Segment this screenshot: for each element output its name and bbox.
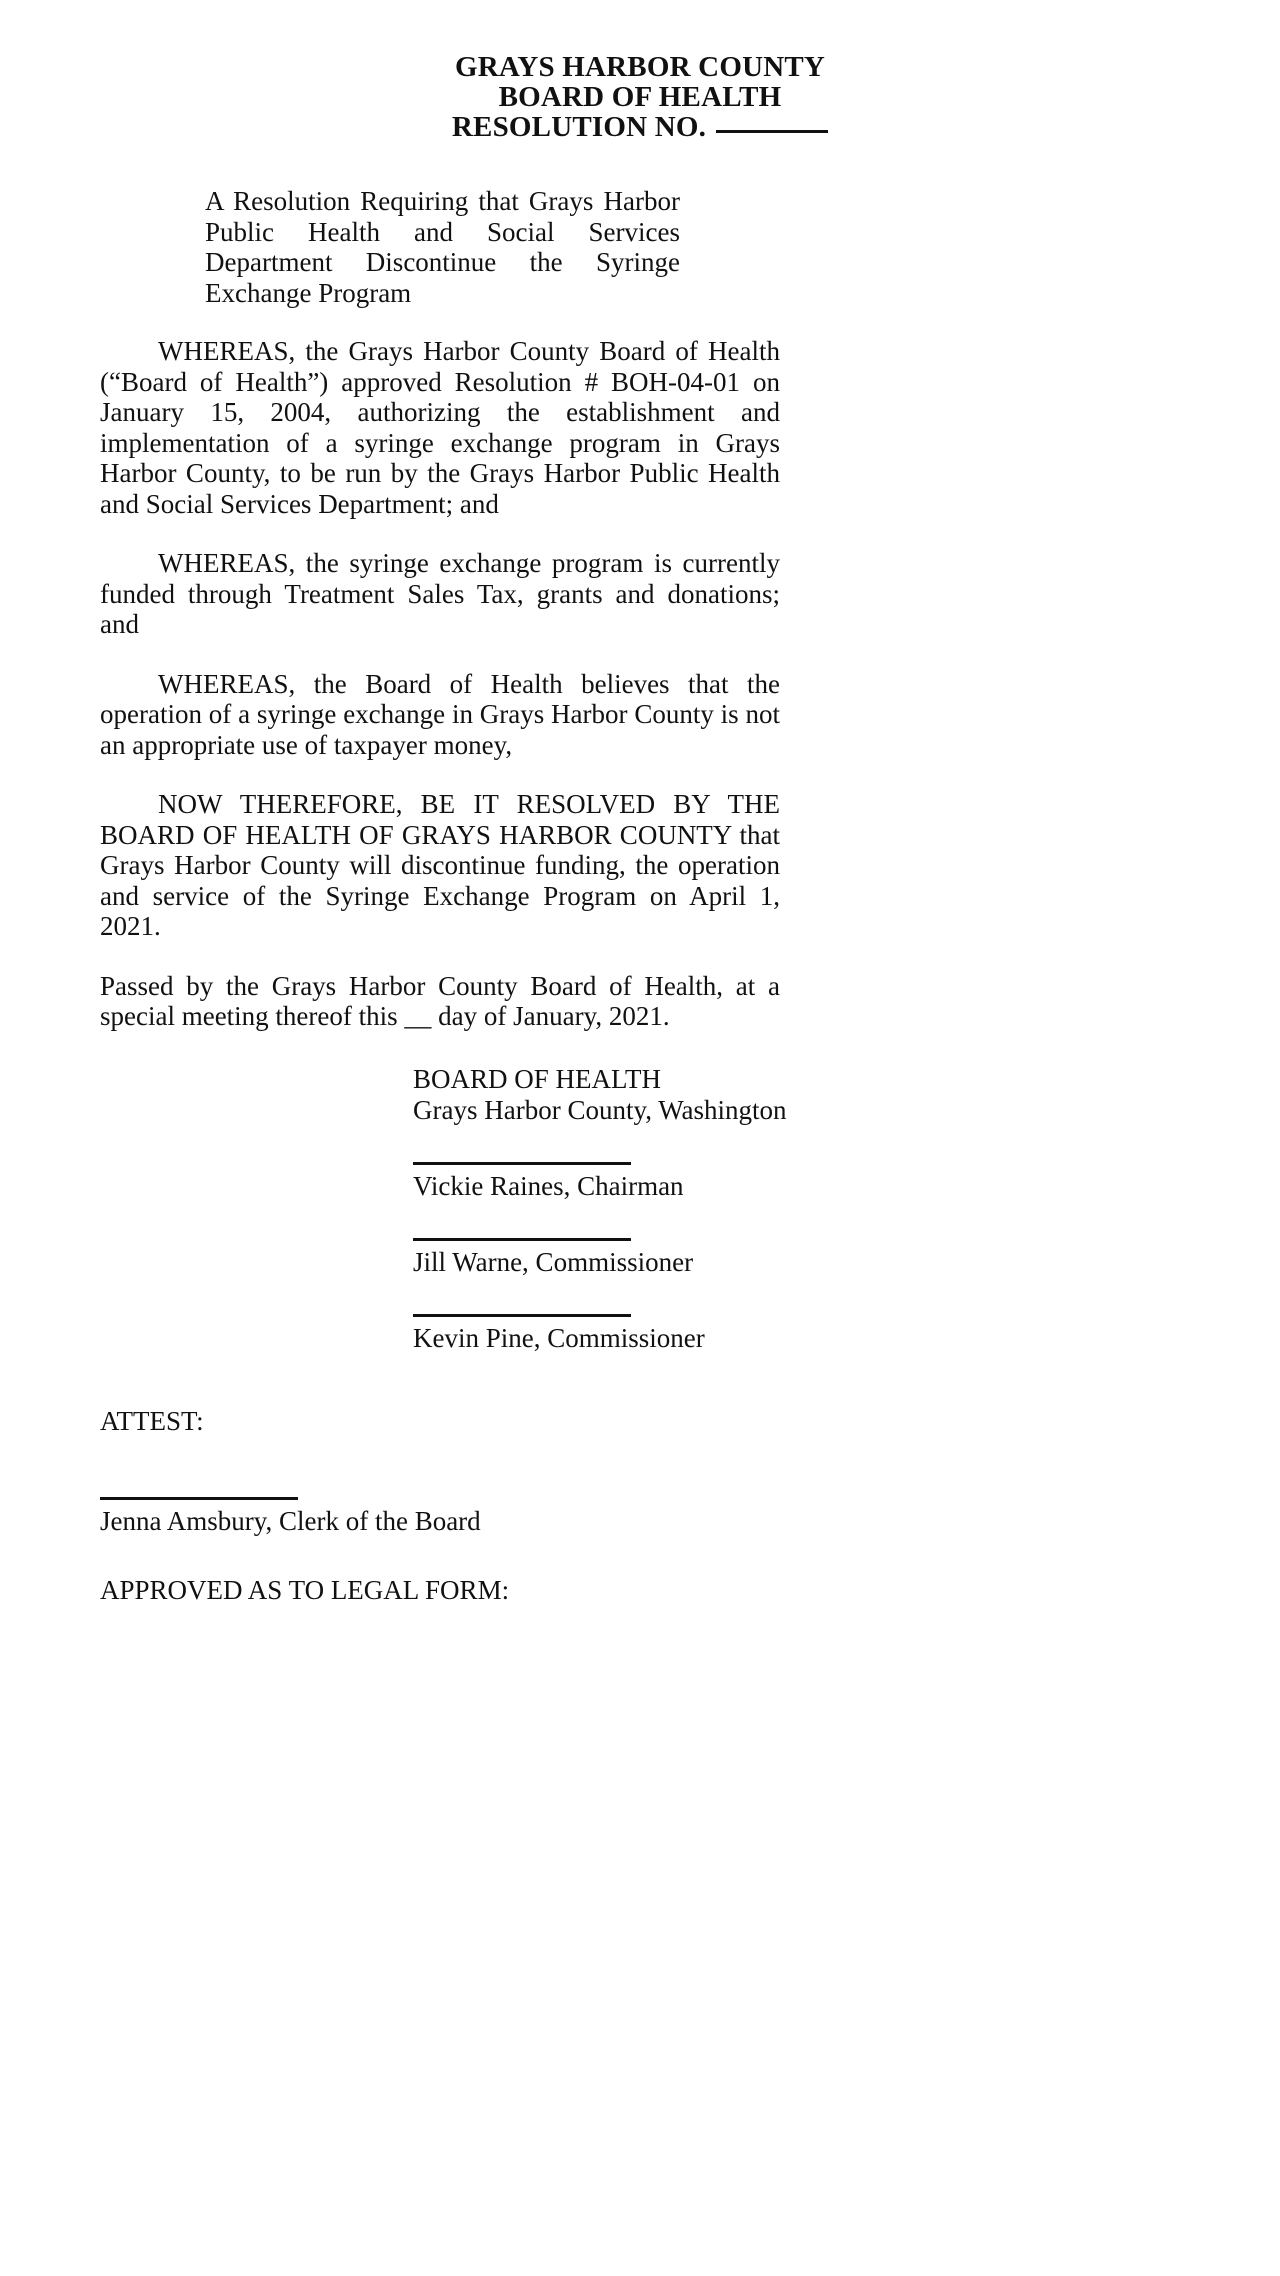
- signature-entry-commissioner-1: [413, 1238, 1280, 1278]
- signature-line-commissioner-1[interactable]: [413, 1238, 631, 1241]
- title-line-county: GRAYS HARBOR COUNTY: [454, 51, 826, 83]
- attest-label: ATTEST:: [100, 1405, 204, 1436]
- signature-heading-board: BOARD OF HEALTH: [413, 1063, 662, 1094]
- signature-heading-county: Grays Harbor County, Washington: [413, 1094, 787, 1125]
- resolution-body: [0, 336, 1280, 1032]
- signatory-name-commissioner-1: Jill Warne, Commissioner: [413, 1246, 694, 1277]
- document-title-block: [0, 0, 1280, 142]
- resolution-no-label: RESOLUTION NO.: [451, 111, 707, 143]
- signatory-name-chairman: Vickie Raines, Chairman: [413, 1170, 684, 1201]
- whereas-paragraph-3: WHEREAS, the Board of Health believes that the operation of a syringe exchange in Grays Harbor County is not an appropriate use of taxpayer money,: [100, 668, 780, 760]
- signature-line-clerk[interactable]: [100, 1497, 298, 1500]
- whereas-paragraph-2: WHEREAS, the syringe exchange program is currently funded through Treatment Sales Tax, grants and donations; and: [100, 548, 780, 639]
- signature-entry-commissioner-2: [413, 1314, 1280, 1354]
- signatory-name-clerk: Jenna Amsbury, Clerk of the Board: [100, 1505, 481, 1536]
- signature-line-chairman[interactable]: [413, 1162, 631, 1165]
- now-therefore-paragraph: NOW THEREFORE, BE IT RESOLVED BY THE BOARD OF HEALTH OF GRAYS HARBOR COUNTY that Grays Harbor County will discontinue funding, the operation and service of the Syringe Exchange Program on April 1, 2021.: [100, 789, 780, 941]
- signature-entry-chairman: [413, 1162, 1280, 1202]
- signature-line-commissioner-2[interactable]: [413, 1314, 631, 1317]
- resolution-description-text: A Resolution Requiring that Grays Harbor Public Health and Social Services Department Discontinue the Syringe Exchange Program: [205, 186, 680, 308]
- attest-block: [0, 1406, 1280, 1606]
- resolution-number-blank[interactable]: [716, 130, 828, 133]
- title-line-resolution-number: [0, 112, 1280, 142]
- whereas-paragraph-1: WHEREAS, the Grays Harbor County Board of Health (“Board of Health”) approved Resolution # BOH-04-01 on January 15, 2004, authorizing the establishment and implementation of a syringe exchange program in Grays Harbor County, to be run by the Grays Harbor Public Health and Social Services Department; and: [100, 336, 780, 519]
- title-line-board: BOARD OF HEALTH: [498, 81, 782, 113]
- signature-block: [0, 1064, 1280, 1354]
- approved-as-to-legal-form-label: APPROVED AS TO LEGAL FORM:: [100, 1574, 510, 1605]
- passed-clause-paragraph: Passed by the Grays Harbor County Board of Health, at a special meeting thereof this __ day of January, 2021.: [100, 970, 780, 1031]
- signatory-name-commissioner-2: Kevin Pine, Commissioner: [413, 1322, 705, 1353]
- resolution-description-block: [0, 186, 1280, 308]
